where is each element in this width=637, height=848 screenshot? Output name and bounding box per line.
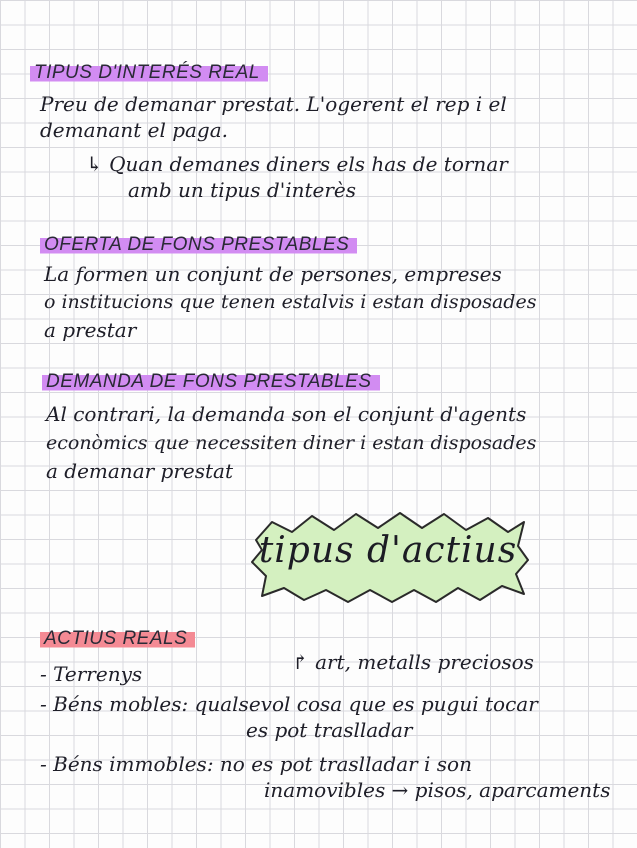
heading-tipus-interes: TIPUS D'INTERÉS REAL bbox=[30, 62, 268, 84]
text-line: Al contrari, la demanda son el conjunt d'agents bbox=[46, 402, 527, 426]
heading-actius-reals: ACTIUS REALS bbox=[40, 628, 195, 650]
list-item-continuation: inamovibles → pisos, aparcaments bbox=[264, 778, 611, 802]
text-line: ↳ Quan demanes diners els has de tornar bbox=[86, 152, 508, 176]
text-line: Preu de demanar prestat. L'ogerent el rep i el bbox=[40, 92, 507, 116]
text-line: econòmics que necessiten diner i estan disposades bbox=[46, 432, 537, 454]
text-line: La formen un conjunt de persones, empreses bbox=[44, 262, 502, 286]
heading-demanda-fons: DEMANDA DE FONS PRESTABLES bbox=[42, 371, 380, 393]
text-line: a prestar bbox=[44, 318, 137, 342]
text-line: a demanar prestat bbox=[46, 459, 233, 483]
list-item: - Béns mobles: qualsevol cosa que es pugui tocar bbox=[40, 692, 538, 716]
list-item: - Terrenys bbox=[40, 662, 143, 686]
list-item: - Béns immobles: no es pot traslladar i son bbox=[40, 752, 472, 776]
list-item-continuation: es pot traslladar bbox=[246, 718, 413, 742]
text-line: amb un tipus d'interès bbox=[128, 178, 357, 202]
title-badge-text: tipus d'actius bbox=[258, 530, 518, 571]
arrow-note: ↱ art, metalls preciosos bbox=[292, 650, 534, 674]
heading-oferta-fons: OFERTA DE FONS PRESTABLES bbox=[40, 234, 357, 256]
text-line: demanant el paga. bbox=[40, 118, 229, 142]
text-line: o institucions que tenen estalvis i estan disposades bbox=[44, 291, 537, 313]
